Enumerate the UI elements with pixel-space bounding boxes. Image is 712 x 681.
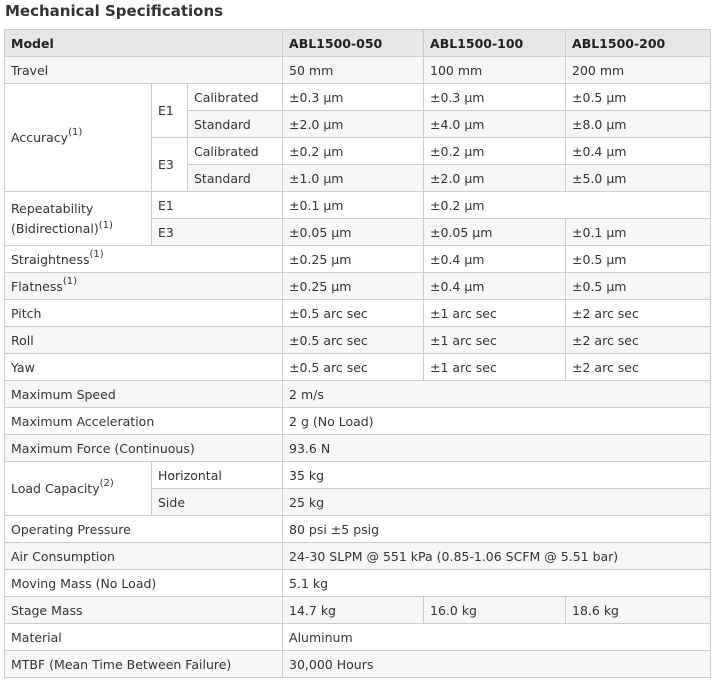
cell: ±0.5 µm [566,273,711,300]
row-label-operating-pressure: Operating Pressure [5,516,283,543]
cell: ±2.0 µm [283,111,424,138]
cell: ±2 arc sec [566,327,711,354]
cell: 2 g (No Load) [283,408,711,435]
table-row [5,624,711,651]
row-label-roll: Roll [5,327,283,354]
cell: ±0.5 µm [566,84,711,111]
header-col-100: ABL1500-100 [424,30,566,57]
spec-table [4,29,711,678]
table-row [5,57,711,84]
grade-e1: E1 [152,192,283,219]
row-label-travel: Travel [5,57,283,84]
cell: ±4.0 µm [424,111,566,138]
table-row [5,327,711,354]
header-col-050: ABL1500-050 [283,30,424,57]
row-label-yaw: Yaw [5,354,283,381]
sub-label-calibrated: Calibrated [188,138,283,165]
footnote-ref: (1) [68,127,83,138]
cell: ±0.1 µm [566,219,711,246]
page-title: Mechanical Specifications [5,2,224,20]
cell: 18.6 kg [566,597,711,624]
row-label-air-consumption: Air Consumption [5,543,283,570]
sub-label-calibrated: Calibrated [188,84,283,111]
cell: ±0.25 µm [283,246,424,273]
cell: 14.7 kg [283,597,424,624]
grade-e3: E3 [152,219,283,246]
cell: ±0.2 µm [424,192,711,219]
row-label-flatness [5,273,283,300]
header-col-200: ABL1500-200 [566,30,711,57]
cell: ±2 arc sec [566,300,711,327]
cell: 100 mm [424,57,566,84]
header-model: Model [5,30,283,57]
table-row [5,462,711,489]
cell: ±0.5 µm [566,246,711,273]
cell: ±0.4 µm [424,246,566,273]
row-label-pitch: Pitch [5,300,283,327]
cell: ±0.1 µm [283,192,424,219]
table-row [5,84,711,111]
row-label-max-accel: Maximum Acceleration [5,408,283,435]
cell: ±0.2 µm [283,138,424,165]
table-row [5,597,711,624]
table-row [5,300,711,327]
row-label-load-capacity [5,462,152,516]
sub-label-side: Side [152,489,283,516]
sub-label-horizontal: Horizontal [152,462,283,489]
footnote-ref: (2) [99,478,114,489]
cell: ±1.0 µm [283,165,424,192]
footnote-ref: (1) [89,248,104,260]
cell: ±0.4 µm [424,273,566,300]
cell: 50 mm [283,57,424,84]
grade-e1: E1 [152,84,188,138]
repeatability-label: Repeatability [11,200,94,216]
table-row [5,435,711,462]
sub-label-standard: Standard [188,111,283,138]
cell: ±1 arc sec [424,327,566,354]
flatness-label: Flatness [11,278,63,294]
cell: ±0.5 arc sec [283,327,424,354]
row-label-moving-mass: Moving Mass (No Load) [5,570,283,597]
cell: 30,000 Hours [283,651,711,678]
cell: ±1 arc sec [424,300,566,327]
cell: ±2.0 µm [424,165,566,192]
row-label-material: Material [5,624,283,651]
row-label-max-force: Maximum Force (Continuous) [5,435,283,462]
table-row [5,408,711,435]
cell: 2 m/s [283,381,711,408]
table-header-row [5,30,711,57]
table-row [5,246,711,273]
row-label-max-speed: Maximum Speed [5,381,283,408]
cell: ±5.0 µm [566,165,711,192]
footnote-ref: (1) [62,275,78,287]
row-label-mtbf: MTBF (Mean Time Between Failure) [5,651,283,678]
cell: ±2 arc sec [566,354,711,381]
table-row [5,354,711,381]
table-row [5,543,711,570]
cell: 80 psi ±5 psig [283,516,711,543]
cell: ±0.05 µm [283,219,424,246]
table-row [5,381,711,408]
table-row [5,570,711,597]
cell: ±0.5 arc sec [283,354,424,381]
cell: Aluminum [283,624,711,651]
grade-e3: E3 [152,138,188,192]
footnote-ref: (1) [98,219,113,231]
cell: 93.6 N [283,435,711,462]
row-label-straightness [5,246,283,273]
cell: ±0.5 arc sec [283,300,424,327]
cell: ±0.05 µm [424,219,566,246]
cell: ±1 arc sec [424,354,566,381]
cell: 200 mm [566,57,711,84]
cell: 25 kg [283,489,711,516]
cell: ±8.0 µm [566,111,711,138]
cell: ±0.4 µm [566,138,711,165]
cell: ±0.25 µm [283,273,424,300]
cell: 24-30 SLPM @ 551 kPa (0.85-1.06 SCFM @ 5.51 bar) [283,543,711,570]
cell: ±0.3 µm [283,84,424,111]
cell: 5.1 kg [283,570,711,597]
cell: ±0.2 µm [424,138,566,165]
repeatability-sublabel: (Bidirectional) [11,220,99,236]
table-row [5,651,711,678]
table-row [5,273,711,300]
cell: 16.0 kg [424,597,566,624]
row-label-stage-mass: Stage Mass [5,597,283,624]
sub-label-standard: Standard [188,165,283,192]
load-capacity-label: Load Capacity [11,481,100,496]
cell: ±0.3 µm [424,84,566,111]
row-label-accuracy [5,84,152,192]
table-row [5,192,711,219]
accuracy-label: Accuracy [11,130,69,145]
straightness-label: Straightness [11,251,90,267]
cell: 35 kg [283,462,711,489]
table-row [5,516,711,543]
row-label-repeatability [5,192,152,246]
